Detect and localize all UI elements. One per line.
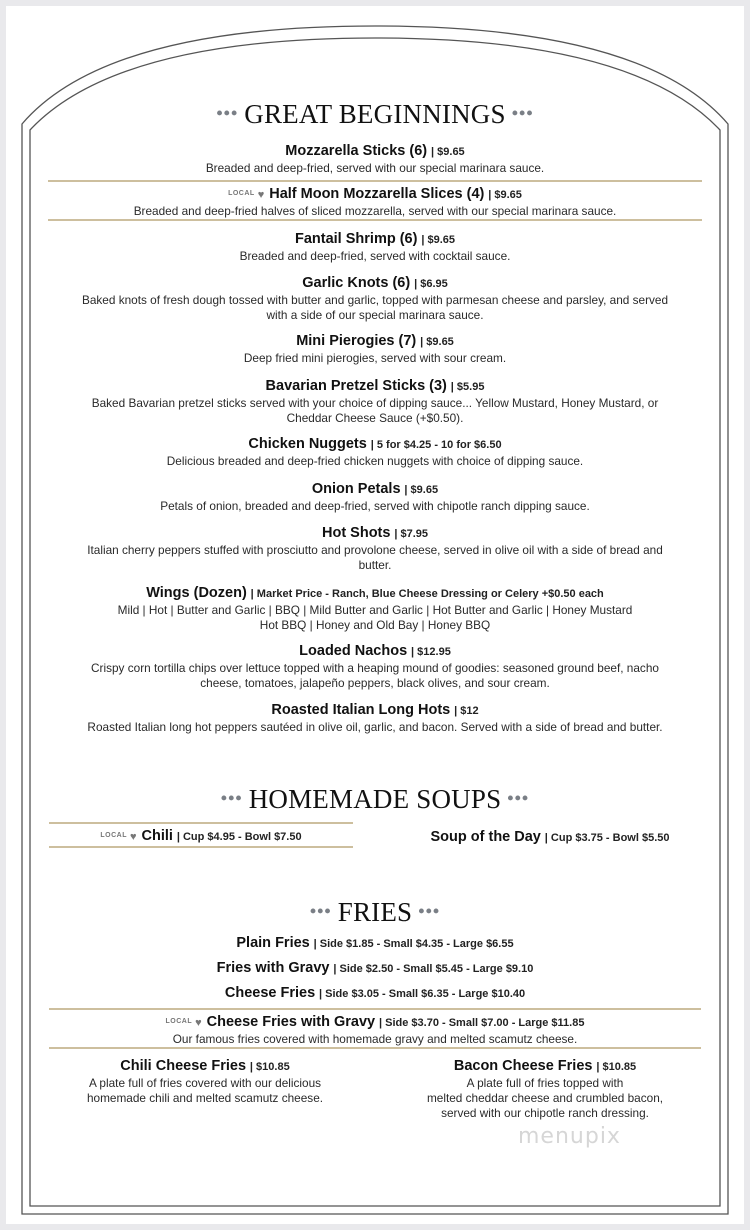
menupix-watermark: menupix [518, 1124, 621, 1149]
item-price: | $9.65 [420, 336, 454, 348]
dots-decoration: ••• [418, 901, 441, 921]
item-name: Mini Pierogies (7) [296, 333, 417, 349]
heart-icon: ♥ [195, 1017, 202, 1029]
item-price: | Cup $4.95 - Bowl $7.50 [176, 831, 302, 843]
menu-item-hot-shots [40, 523, 710, 573]
item-price: | Side $1.85 - Small $4.35 - Large $6.55 [313, 938, 514, 950]
item-description: Hot BBQ | Honey and Old Bay | Honey BBQ [259, 618, 491, 632]
item-description: A plate full of fries topped with [466, 1076, 624, 1090]
highlight-rule [49, 1047, 701, 1049]
item-name: Chili [141, 828, 173, 844]
dots-decoration: ••• [507, 788, 530, 808]
item-name: Half Moon Mozzarella Slices (4) [269, 186, 485, 202]
item-name: Garlic Knots (6) [302, 275, 411, 291]
item-name: Hot Shots [321, 525, 391, 541]
item-name: Mozzarella Sticks (6) [285, 143, 428, 159]
highlight-rule [49, 846, 353, 848]
item-description: Mild | Hot | Butter and Garlic | BBQ | Mild Butter and Garlic | Hot Butter and Garlic | Honey Mustard [117, 603, 633, 617]
dots-decoration: ••• [309, 901, 332, 921]
menu-item-onion-petals [40, 479, 710, 514]
dots-decoration: ••• [220, 788, 243, 808]
section-title: FRIES [337, 897, 413, 927]
item-price: | $7.95 [394, 528, 429, 540]
item-description: Delicious breaded and deep-fried chicken nuggets with choice of dipping sauce. [166, 454, 584, 468]
item-description: Roasted Italian long hot peppers sautéed in olive oil, garlic, and bacon. Served with a side of bread and butter. [87, 720, 663, 734]
item-name: Cheese Fries [224, 985, 316, 1001]
section-title: GREAT BEGINNINGS [244, 99, 506, 129]
menu-item-chili-cheese-fries [55, 1056, 355, 1106]
item-description: Baked knots of fresh dough tossed with butter and garlic, topped with parmesan cheese and parsley, and served [81, 293, 669, 307]
item-price: | $9.65 [431, 146, 465, 158]
item-name: Chili Cheese Fries [120, 1058, 247, 1074]
section-heading-fries [40, 895, 710, 928]
item-price: | Side $3.70 - Small $7.00 - Large $11.85 [378, 1017, 585, 1029]
highlight-rule [49, 822, 353, 824]
item-description: Breaded and deep-fried, served with our special marinara sauce. [205, 161, 545, 175]
item-description: A plate full of fries covered with our delicious [88, 1076, 322, 1090]
item-price: | $12.95 [411, 646, 451, 658]
menu-item-cheese-fries-with-gravy [40, 1012, 710, 1047]
menu-item-chicken-nuggets [40, 434, 710, 469]
item-name: Plain Fries [236, 935, 310, 951]
item-description: Italian cherry peppers stuffed with prosciutto and provolone cheese, served in olive oil with a side of bread and [87, 543, 663, 557]
item-description: Cheddar Cheese Sauce (+$0.50). [286, 411, 464, 425]
item-name: Chicken Nuggets [248, 436, 367, 452]
item-description: Baked Bavarian pretzel sticks served with your choice of dipping sauce... Yellow Mustard, Honey Mustard, or [91, 396, 659, 410]
item-description: butter. [358, 558, 392, 572]
item-price: | $10.85 [596, 1061, 637, 1073]
highlight-rule [48, 180, 702, 182]
heart-icon: ♥ [257, 189, 265, 201]
item-description: Petals of onion, breaded and deep-fried, served with chipotle ranch dipping sauce. [160, 499, 590, 513]
item-price: | $9.65 [421, 234, 456, 246]
item-name: Fries with Gravy [216, 960, 330, 976]
item-name: Bavarian Pretzel Sticks (3) [265, 378, 447, 394]
menu-item-fries-with-gravy [40, 958, 710, 978]
menu-item-chili [49, 826, 353, 846]
item-name: Loaded Nachos [299, 643, 408, 659]
item-price: | $5.95 [450, 381, 485, 393]
item-name: Roasted Italian Long Hots [271, 702, 451, 718]
item-description: Breaded and deep-fried halves of sliced mozzarella, served with our special marinara sauce. [133, 204, 617, 218]
item-description: cheese, tomatoes, jalapeño peppers, black olives, and sour cream. [200, 676, 550, 690]
item-price: | Cup $3.75 - Bowl $5.50 [544, 832, 670, 844]
item-description: Deep fried mini pierogies, served with sour cream. [243, 351, 507, 365]
local-badge: LOCAL [100, 832, 128, 839]
item-name: Fantail Shrimp (6) [294, 231, 418, 247]
item-name: Onion Petals [311, 481, 401, 497]
highlight-rule [48, 219, 702, 221]
item-description: Breaded and deep-fried, served with cocktail sauce. [239, 249, 511, 263]
menu-item-soup-of-the-day [395, 827, 705, 847]
section-heading-homemade-soups [40, 782, 710, 815]
item-price: | Side $2.50 - Small $5.45 - Large $9.10 [333, 963, 534, 975]
item-description: with a side of our special marinara sauce. [266, 308, 484, 322]
menu-item-loaded-nachos [40, 641, 710, 691]
menu-item-cheese-fries [40, 983, 710, 1003]
heart-icon: ♥ [130, 831, 137, 843]
item-name: Wings (Dozen) [146, 585, 247, 601]
menu-item-roasted-long-hots [40, 700, 710, 735]
menu-item-mozzarella-sticks [40, 141, 710, 176]
item-name: Cheese Fries with Gravy [206, 1014, 376, 1030]
item-description: served with our chipotle ranch dressing. [441, 1106, 649, 1120]
item-price: | Side $3.05 - Small $6.35 - Large $10.40 [319, 988, 526, 1000]
item-description: Our famous fries covered with homemade gravy and melted scamutz cheese. [172, 1032, 578, 1046]
highlight-rule [49, 1008, 701, 1010]
menu-item-fantail-shrimp [40, 229, 710, 264]
section-heading-great-beginnings [40, 97, 710, 130]
item-price: | $9.65 [404, 484, 439, 496]
menu-item-half-moon-mozzarella [40, 184, 710, 219]
menu-item-bacon-cheese-fries [400, 1056, 690, 1121]
local-badge: LOCAL [228, 190, 255, 197]
menu-item-mini-pierogies [40, 331, 710, 366]
item-description: melted cheddar cheese and crumbled bacon, [426, 1091, 664, 1105]
menu-item-plain-fries [40, 933, 710, 953]
item-price: | Market Price - Ranch, Blue Cheese Dressing or Celery +$0.50 each [250, 588, 604, 600]
menu-item-garlic-knots [40, 273, 710, 323]
item-price: | $12 [454, 705, 479, 717]
local-badge: LOCAL [165, 1018, 193, 1025]
menu-item-wings [40, 583, 710, 633]
dots-decoration: ••• [216, 103, 239, 123]
item-name: Soup of the Day [430, 829, 541, 845]
menu-item-bavarian-pretzel-sticks [40, 376, 710, 426]
item-price: | 5 for $4.25 - 10 for $6.50 [370, 439, 502, 451]
item-name: Bacon Cheese Fries [453, 1058, 593, 1074]
item-price: | $6.95 [414, 278, 448, 290]
item-description: homemade chili and melted scamutz cheese. [86, 1091, 324, 1105]
item-price: | $10.85 [249, 1061, 290, 1073]
item-description: Crispy corn tortilla chips over lettuce topped with a heaping mound of goodies: seasoned ground beef, nacho [91, 661, 659, 675]
item-price: | $9.65 [488, 189, 522, 201]
dots-decoration: ••• [511, 103, 534, 123]
section-title: HOMEMADE SOUPS [248, 784, 502, 814]
